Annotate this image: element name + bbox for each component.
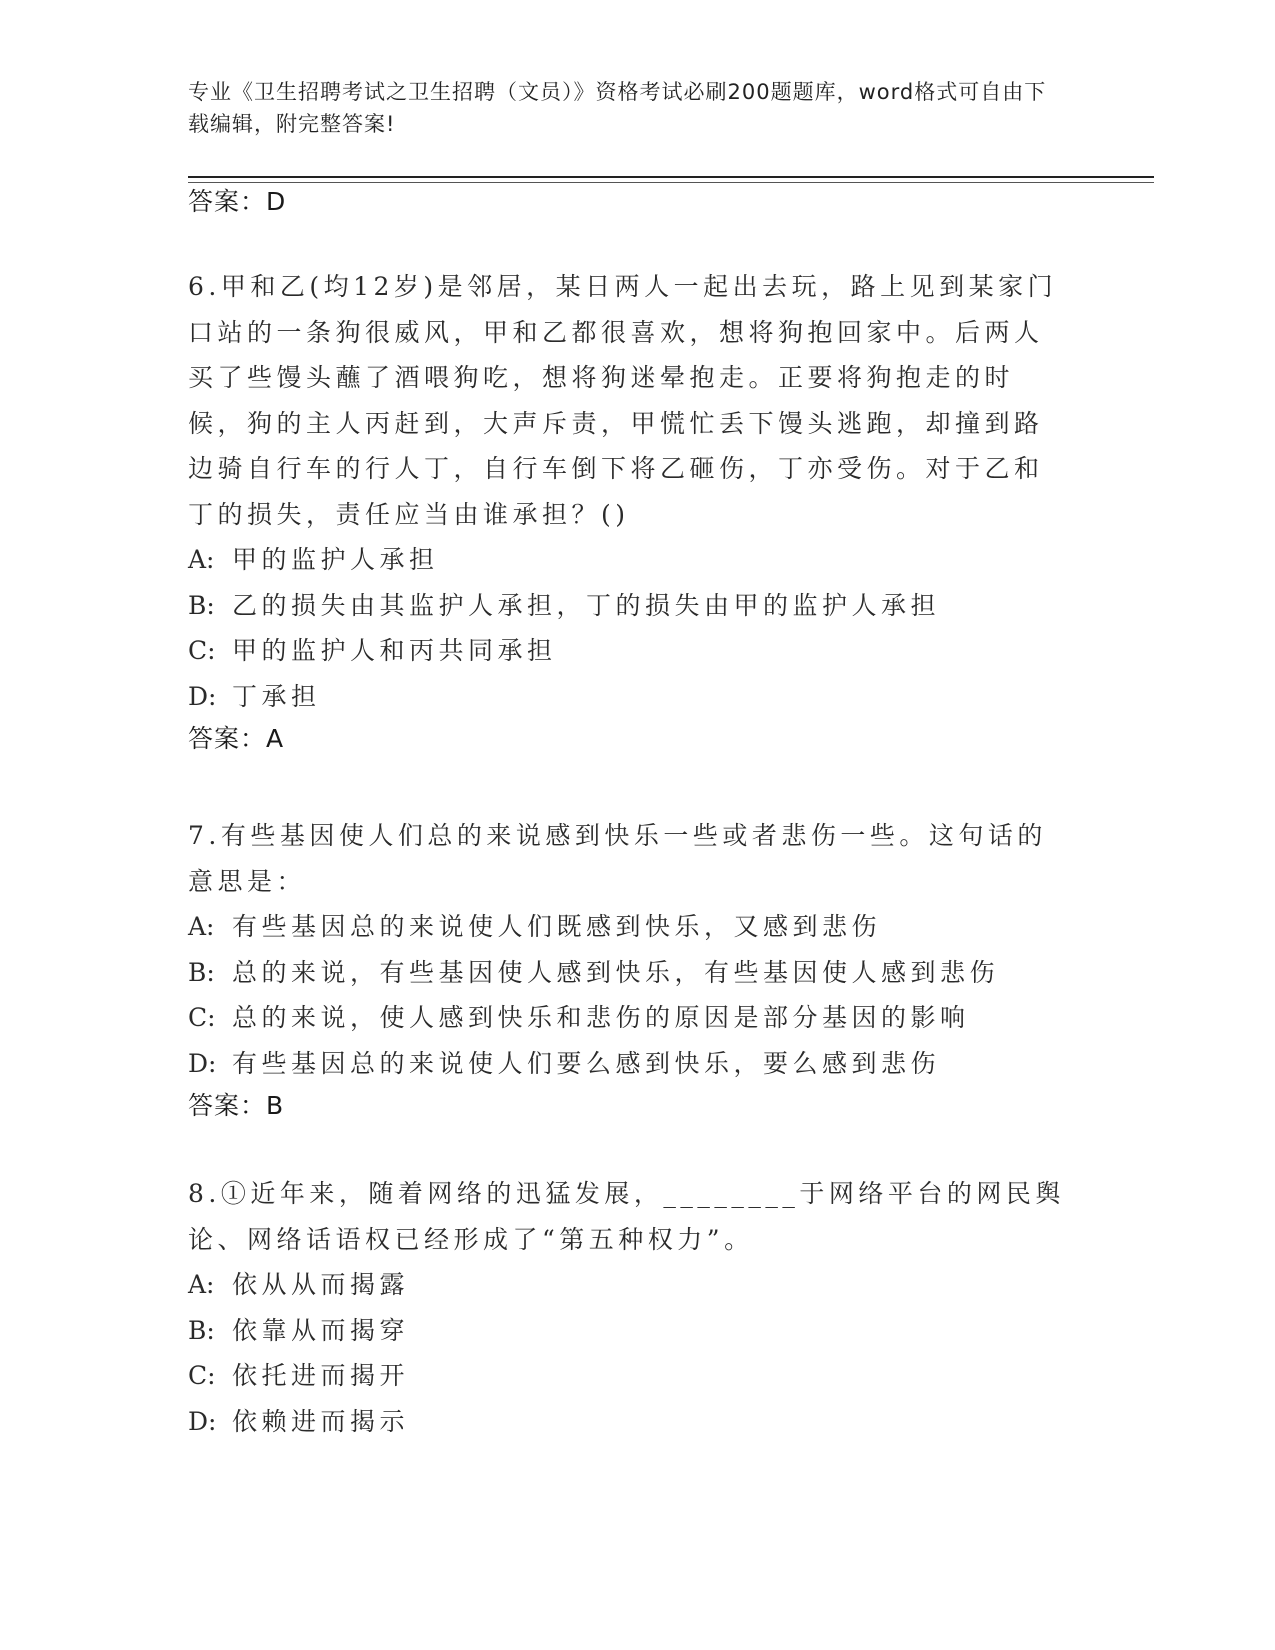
- question-8-option-d: [188, 1399, 1068, 1445]
- question-7-option-d: [188, 1041, 1068, 1087]
- question-8-option-b: [188, 1308, 1068, 1354]
- question-6-option-a: [188, 537, 1068, 583]
- option-text: 依托进而揭开: [232, 1361, 410, 1390]
- question-6: [188, 264, 1068, 759]
- option-text: 依赖进而揭示: [232, 1406, 410, 1436]
- question-7-option-a: [188, 904, 1068, 950]
- question-7-text: 7.有些基因使人们总的来说感到快乐一些或者悲伤一些。这句话的意思是：: [188, 821, 1047, 896]
- question-8: [188, 1171, 1068, 1444]
- option-letter: D:: [188, 1048, 217, 1078]
- option-letter: C:: [188, 1003, 216, 1032]
- question-6-option-d: [188, 674, 1068, 720]
- question-6-text: 6.甲和乙(均12岁)是邻居，某日两人一起出去玩，路上见到某家门口站的一条狗很威风，甲和乙都很喜欢，想将狗抱回家中。后两人买了些馒头蘸了酒喂狗吃，想将狗迷晕抱走。正要将狗抱走的时候，狗的主人丙赶到，大声斥责，甲慌忙丢下馒头逃跑，却撞到路边骑自行车的行人丁，自行车倒下将乙砸伤，丁亦受伤。对于乙和丁的损失，责任应当由谁承担？(): [188, 272, 1058, 529]
- question-7-option-b: [188, 950, 1068, 996]
- question-6-answer: 答案：A: [188, 724, 285, 753]
- header-divider: [188, 176, 1154, 178]
- answer-previous: 答案：D: [188, 187, 287, 216]
- option-text: 有些基因总的来说使人们既感到快乐，又感到悲伤: [232, 912, 882, 941]
- option-letter: A:: [188, 1270, 215, 1299]
- option-letter: C:: [188, 1361, 216, 1390]
- option-text: 甲的监护人承担: [232, 545, 439, 574]
- option-text: 依靠从而揭穿: [232, 1315, 410, 1345]
- option-text: 丁承担: [232, 681, 321, 711]
- option-letter: B:: [188, 1315, 215, 1345]
- option-letter: D:: [188, 1406, 217, 1436]
- option-text: 甲的监护人和丙共同承担: [232, 636, 557, 665]
- question-6-option-b: [188, 583, 1068, 629]
- option-text: 有些基因总的来说使人们要么感到快乐，要么感到悲伤: [232, 1048, 941, 1078]
- option-text: 乙的损失由其监护人承担，丁的损失由甲的监护人承担: [232, 590, 941, 620]
- document-header: 专业《卫生招聘考试之卫生招聘（文员）》资格考试必刷200题题库，word格式可自由下载编辑，附完整答案!: [188, 80, 1047, 136]
- question-7: [188, 813, 1068, 1126]
- option-letter: B:: [188, 590, 215, 620]
- option-text: 依从从而揭露: [232, 1270, 410, 1299]
- question-7-answer: 答案：B: [188, 1091, 285, 1120]
- option-letter: A:: [188, 545, 215, 574]
- option-text: 总的来说，有些基因使人感到快乐，有些基因使人感到悲伤: [232, 957, 1000, 987]
- option-letter: C:: [188, 636, 216, 665]
- option-letter: D:: [188, 681, 217, 711]
- question-8-text: 8.①近年来，随着网络的迅猛发展，________于网络平台的网民舆论、网络话语权已经形成了“第五种权力”。: [188, 1179, 1065, 1254]
- question-7-option-c: [188, 995, 1068, 1041]
- question-6-option-c: [188, 628, 1068, 674]
- option-letter: B:: [188, 957, 215, 987]
- option-letter: A:: [188, 912, 215, 941]
- question-8-option-c: [188, 1353, 1068, 1399]
- question-8-option-a: [188, 1262, 1068, 1308]
- option-text: 总的来说，使人感到快乐和悲伤的原因是部分基因的影响: [232, 1003, 970, 1032]
